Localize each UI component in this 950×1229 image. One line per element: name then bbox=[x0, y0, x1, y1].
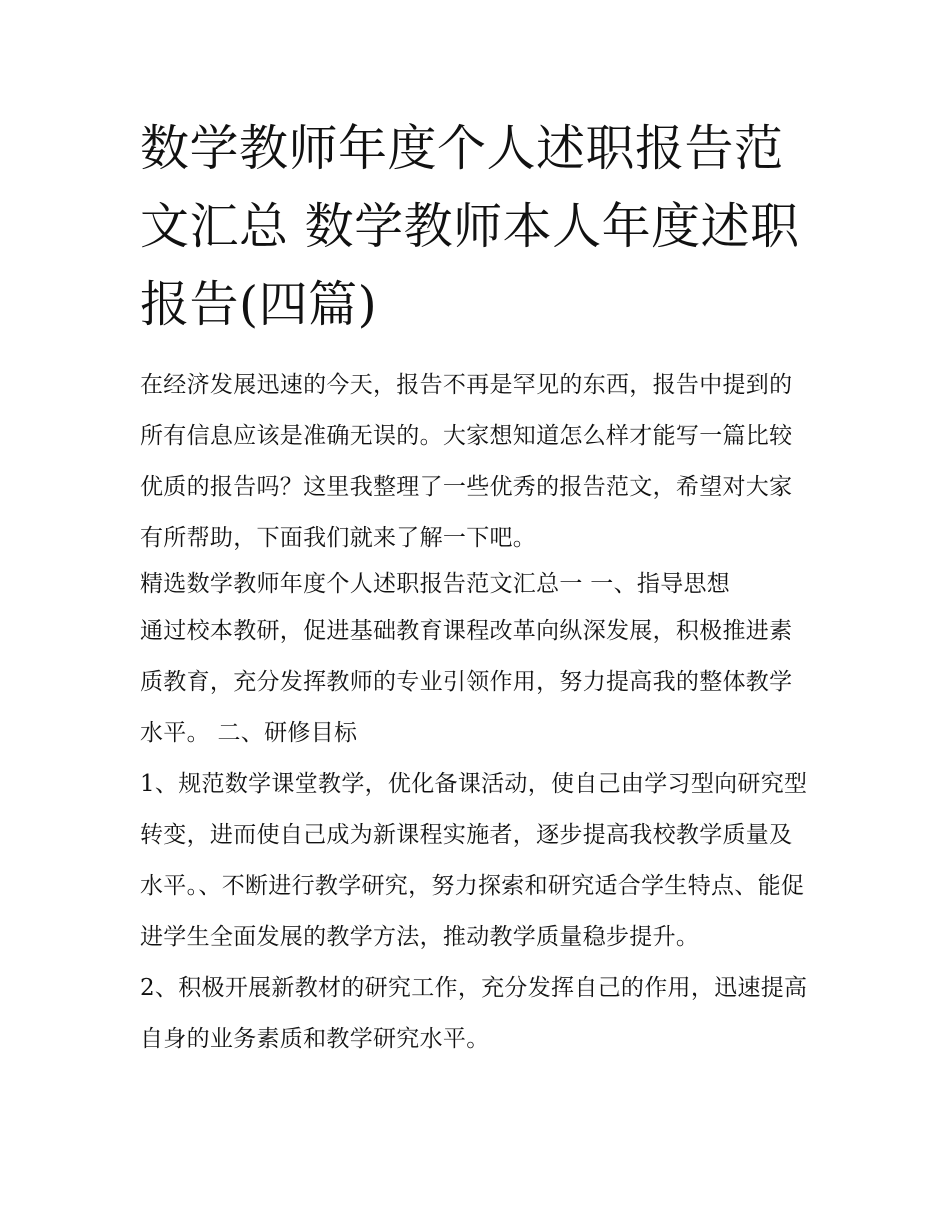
section-heading-paragraph: 精选数学教师年度个人述职报告范文汇总一 一、指导思想 bbox=[140, 571, 731, 597]
document-page bbox=[140, 110, 812, 1065]
document-title: 数学教师年度个人述职报告范文汇总 数学教师本人年度述职报告(四篇) bbox=[140, 120, 800, 333]
goal-item-1-paragraph: 1、规范数学课堂教学，优化备课活动，使自己由学习型向研究型转变，进而使自己成为新课程实施者，逐步提高我校教学质量及水平。、不断进行教学研究，努力探索和研究适合学生特点、能促进学生全面发展的教学方法，推动教学质量稳步提升。 bbox=[140, 771, 808, 950]
intro-paragraph: 在经济发展迅速的今天，报告不再是罕见的东西，报告中提到的所有信息应该是准确无误的。大家想知道怎么样才能写一篇比较优质的报告吗？这里我整理了一些优秀的报告范文，希望对大家有所帮助，下面我们就来了解一下吧。 bbox=[140, 372, 793, 551]
guiding-thought-paragraph: 通过校本教研，促进基础教育课程改革向纵深发展，积极推进素质教育，充分发挥教师的专业引领作用，努力提高我的整体教学水平。 二、研修目标 bbox=[140, 618, 793, 746]
goal-item-2-paragraph: 2、积极开展新教材的研究工作，充分发挥自己的作用，迅速提高自身的业务素质和教学研究水平。 bbox=[140, 975, 808, 1052]
